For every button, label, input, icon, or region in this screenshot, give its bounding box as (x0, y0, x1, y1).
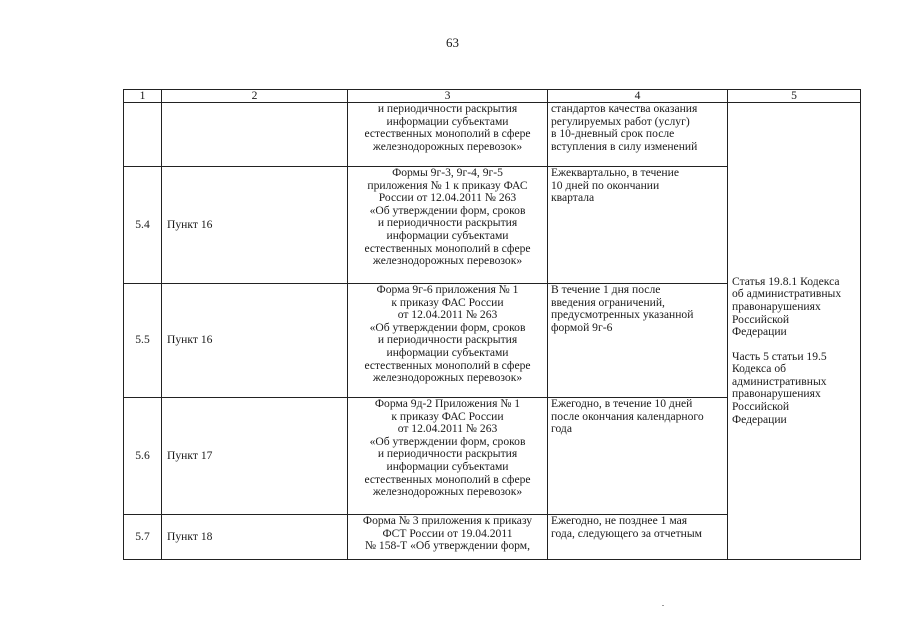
document-line: естественных монополий в сфере (364, 241, 531, 255)
document-cell (348, 515, 548, 560)
term-line: стандартов качества оказания (551, 102, 698, 115)
term-line: года, следующего за отчетным (551, 526, 702, 540)
term-line: Ежеквартально, в течение (551, 166, 679, 179)
document-line: к приказу ФАС России (391, 409, 504, 423)
term-line: квартала (551, 191, 595, 205)
article-line: Федерации (732, 325, 787, 339)
term-line: регулируемых работ (услуг) (551, 114, 690, 128)
term-cell (548, 515, 728, 560)
article-line: правонарушениях (732, 299, 821, 313)
document-line: естественных монополий в сфере (364, 127, 531, 141)
header-cell-1: 1 (124, 90, 162, 103)
page-number: 63 (446, 35, 459, 50)
document-line: № 158-Т «Об утверждении форм, (364, 539, 531, 553)
term-line: В течение 1 дня после (551, 283, 661, 296)
header-cell-5: 5 (728, 90, 861, 103)
article-line: Кодекса об (732, 362, 787, 376)
document-line: железнодорожных перевозок» (372, 139, 523, 153)
header-cell-2: 2 (162, 90, 348, 103)
row-point: Пункт 17 (162, 398, 348, 515)
document-line: информации субъектами (386, 459, 509, 473)
row-number: 5.7 (124, 515, 162, 560)
article-line: Российской (732, 400, 790, 414)
document-cell (348, 167, 548, 284)
document-line: Формы 9г-3, 9г-4, 9г-5 (392, 166, 503, 179)
article-line: Российской (732, 312, 790, 326)
document-line: железнодорожных перевозок» (372, 254, 523, 268)
term-line: Ежегодно, не позднее 1 мая (551, 514, 688, 527)
term-line: предусмотренных указанной (551, 308, 694, 322)
article-line: об административных (732, 287, 842, 301)
table-row (124, 103, 861, 167)
row-point (162, 103, 348, 167)
document-line: информации субъектами (386, 228, 509, 242)
row-point: Пункт 16 (162, 284, 348, 398)
term-line: после окончания календарного (551, 409, 704, 423)
document-line: железнодорожных перевозок» (372, 485, 523, 499)
document-line: приложения № 1 к приказу ФАС (367, 178, 528, 192)
document-line: Форма № 3 приложения к приказу (362, 514, 533, 527)
document-line: от 12.04.2011 № 263 (397, 422, 498, 436)
row-number: 5.6 (124, 398, 162, 515)
document-line: «Об утверждении форм, сроков (369, 320, 526, 334)
document-line: естественных монополий в сфере (364, 358, 531, 372)
article-cell (728, 103, 861, 560)
document-line: естественных монополий в сфере (364, 472, 531, 486)
term-cell (548, 398, 728, 515)
row-number: 5.5 (124, 284, 162, 398)
document-cell (348, 398, 548, 515)
header-row (124, 90, 861, 103)
document-line: Форма 9д-2 Приложения № 1 (374, 397, 521, 410)
row-number: 5.4 (124, 167, 162, 284)
document-line: информации субъектами (386, 114, 509, 128)
document-line: и периодичности раскрытия (377, 216, 518, 230)
document-line: Форма 9г-6 приложения № 1 (376, 283, 519, 296)
term-line: введения ограничений, (551, 295, 665, 309)
row-point: Пункт 16 (162, 167, 348, 284)
document-line: информации субъектами (386, 345, 509, 359)
document-line: и периодичности раскрытия (377, 102, 518, 115)
document-line: и периодичности раскрытия (377, 447, 518, 461)
term-line: вступления в силу изменений (551, 139, 698, 153)
article-line: Федерации (732, 412, 787, 426)
term-line: формой 9г-6 (551, 320, 613, 334)
article-line: Часть 5 статьи 19.5 (732, 349, 827, 363)
term-line: года (551, 422, 572, 436)
document-line: «Об утверждении форм, сроков (369, 203, 526, 217)
article-line: административных (732, 374, 827, 388)
term-cell (548, 103, 728, 167)
document-line: к приказу ФАС России (391, 295, 504, 309)
article-line: Статья 19.8.1 Кодекса (732, 274, 840, 288)
regulation-table (123, 89, 861, 560)
article-line: правонарушениях (732, 387, 821, 401)
document-line: «Об утверждении форм, сроков (369, 434, 526, 448)
document-line: и периодичности раскрытия (377, 333, 518, 347)
row-point: Пункт 18 (162, 515, 348, 560)
term-line: в 10-дневный срок после (551, 127, 675, 141)
document-line: от 12.04.2011 № 263 (397, 308, 498, 322)
row-number (124, 103, 162, 167)
document-line: железнодорожных перевозок» (372, 371, 523, 385)
document-cell (348, 284, 548, 398)
header-cell-4: 4 (548, 90, 728, 103)
scan-artifact (662, 605, 664, 606)
document-cell (348, 103, 548, 167)
term-cell (548, 167, 728, 284)
document-line: ФСТ России от 19.04.2011 (382, 526, 513, 540)
header-cell-3: 3 (348, 90, 548, 103)
term-line: 10 дней по окончании (551, 178, 660, 192)
document-line: России от 12.04.2011 № 263 (378, 191, 517, 205)
term-cell (548, 284, 728, 398)
term-line: Ежегодно, в течение 10 дней (551, 397, 693, 410)
